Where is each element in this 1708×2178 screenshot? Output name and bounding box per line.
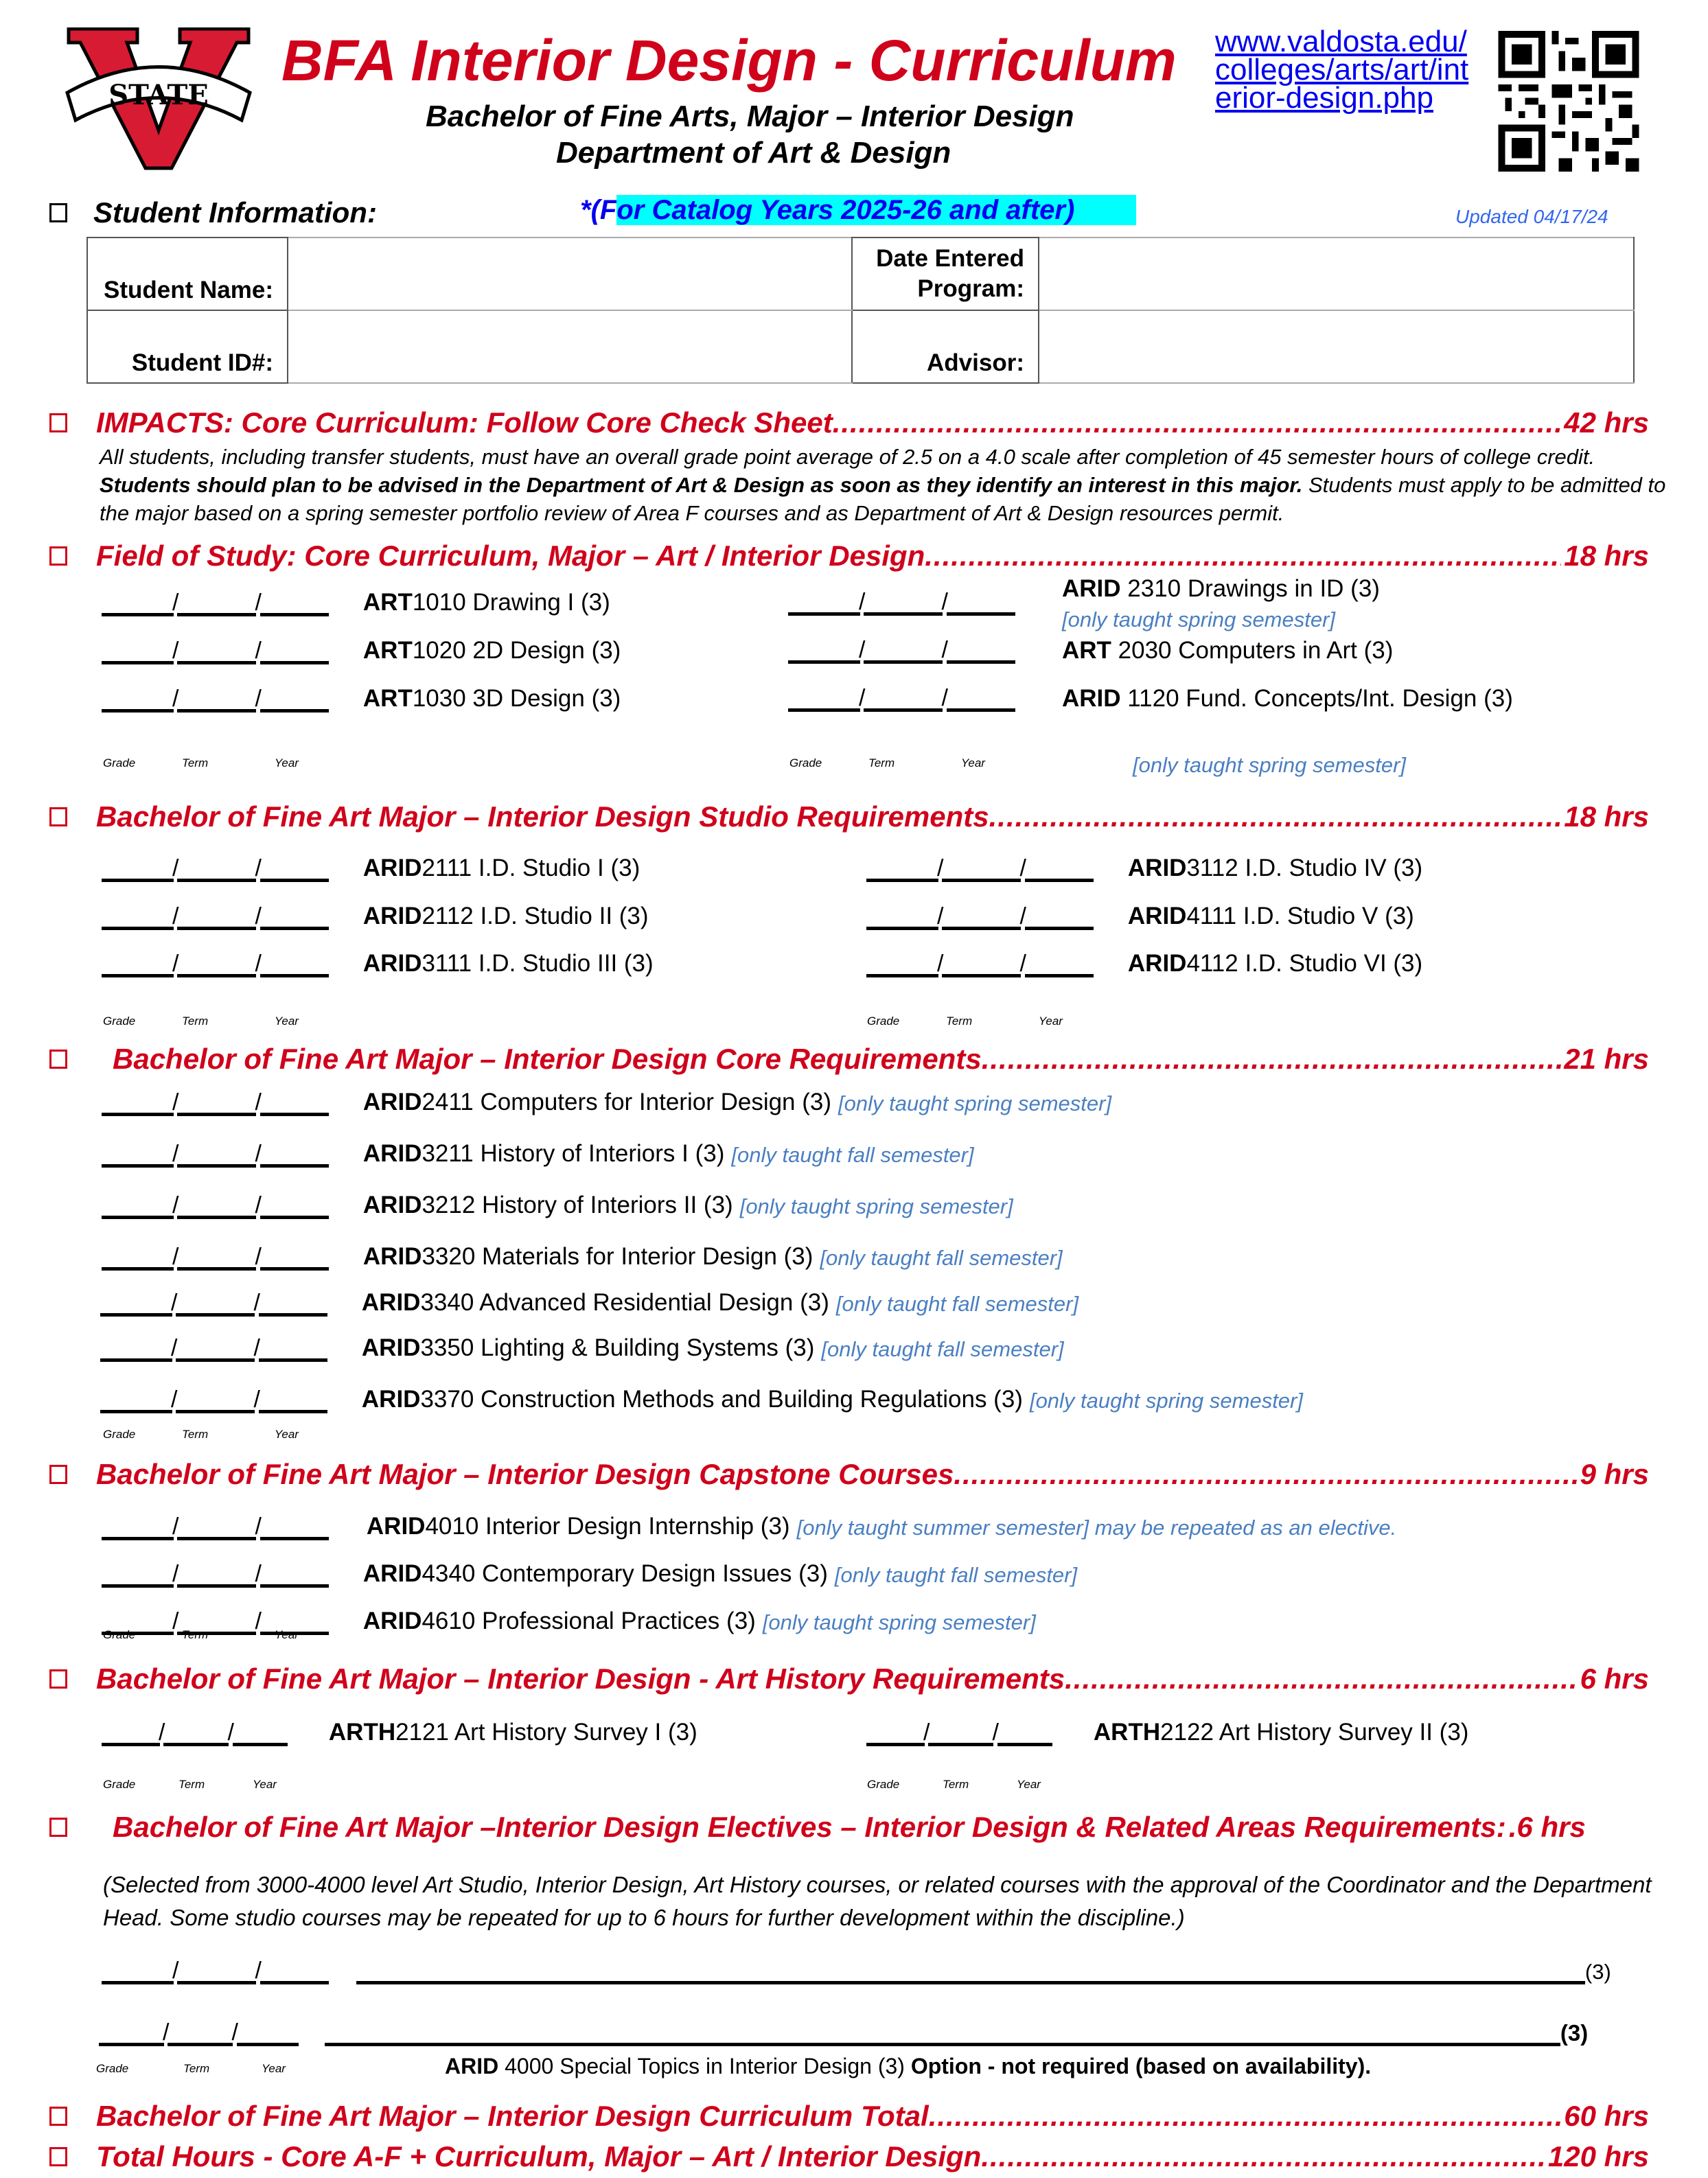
grade-term-year-blank[interactable]: / /: [102, 1089, 329, 1116]
section-studio-header: Bachelor of Fine Art Major – Interior Design Studio Requirements ..... 18 hrs: [49, 800, 1649, 833]
course-label: ART 2030 Computers in Art (3): [1062, 637, 1394, 664]
degree-subtitle: Bachelor of Fine Arts, Major – Interior Design: [426, 100, 1074, 133]
course-row: / / ART 1030 3D Design (3): [102, 685, 621, 713]
student-name-label: Student Name:: [87, 238, 288, 310]
qr-code-icon: [1497, 31, 1641, 172]
electives-checkbox[interactable]: [49, 1818, 67, 1837]
grade-term-year-blank[interactable]: / /: [99, 2019, 299, 2046]
section-electives-header: Bachelor of Fine Art Major –Interior Design Electives – Interior Design & Related Areas Requirements: .6 hrs: [49, 1811, 1649, 1844]
grade-term-year-legend: Grade Term Year: [103, 1428, 299, 1441]
course-row: / / ARID 3212 History of Interiors II (3) [only taught spring semester]: [102, 1192, 1013, 1219]
grade-term-year-blank[interactable]: / /: [102, 1141, 329, 1168]
grade-term-year-blank[interactable]: / /: [102, 1244, 329, 1271]
grade-term-year-legend: Grade Term Year: [96, 2062, 286, 2075]
course-row: / / ART 1010 Drawing I (3): [102, 589, 610, 616]
grade-term-year-blank[interactable]: / /: [788, 685, 1015, 712]
course-row: / / ARID 2411 Computers for Interior Design (3) [only taught spring semester]: [102, 1089, 1111, 1116]
electives-description: (Selected from 3000-4000 level Art Studio, Interior Design, Art History courses, or related courses with the approval of the Coordinator and the Department Head. Some studio courses may be repeated for up to 6 hours for further development within the discipline.): [103, 1872, 1652, 1930]
section-core-header: Bachelor of Fine Art Major – Interior Design Core Requirements ..... 21 hrs: [49, 1043, 1649, 1076]
grade-term-year-blank[interactable]: / /: [866, 855, 1094, 882]
grade-term-year-blank[interactable]: / /: [102, 638, 329, 664]
course-row: / / ARID 4610 Professional Practices (3) [only taught spring semester]: [102, 1608, 1036, 1635]
grade-term-year-blank[interactable]: / /: [100, 1387, 327, 1413]
course-row: / / ARID 4010 Interior Design Internship (3) [only taught summer semester] may be repeated as an elective.: [102, 1513, 1396, 1540]
vstate-logo: [62, 27, 255, 172]
course-row: / / ARID 4340 Contemporary Design Issues (3) [only taught fall semester]: [102, 1560, 1077, 1588]
catalog-year-note: *(For Catalog Years 2025-26 and after): [580, 195, 1136, 226]
svg-text:STATE: STATE: [108, 79, 209, 111]
student-name-field[interactable]: [288, 238, 852, 310]
course-row: / / ARID 3111 I.D. Studio III (3): [102, 950, 654, 977]
course-row: / / ARID 4111 I.D. Studio V (3): [866, 903, 1414, 930]
course-row: / / ARID 3340 Advanced Residential Design (3) [only taught fall semester]: [100, 1289, 1078, 1317]
grade-term-year-blank[interactable]: / /: [102, 855, 329, 882]
grade-term-year-blank[interactable]: / /: [102, 686, 329, 713]
impacts-description: All students, including transfer students, must have an overall grade point average of 2.5 on a 4.0 scale after completion of 45 semester hours of college credit. Students should plan to be advised in the Department of Art & Design as soon as they identify an interest in this major. Students must apply to be admitted to the major based on a spring semester portfolio review of Area F courses and as Department of Art & Design resources permit.: [100, 445, 1666, 525]
date-entered-field[interactable]: [1039, 238, 1634, 310]
grade-term-year-legend: Grade Term Year: [103, 1015, 299, 1028]
grade-term-year-blank[interactable]: / /: [102, 1719, 288, 1746]
grade-term-year-blank[interactable]: / /: [102, 1192, 329, 1219]
total-hours-row: Total Hours - Core A-F + Curriculum, Major – Art / Interior Design ..... 120 hrs: [49, 2140, 1649, 2173]
course-label: ARID 1120 Fund. Concepts/Int. Design (3): [1062, 685, 1513, 712]
grade-term-year-legend: Grade Term Year: [867, 1015, 1063, 1028]
section-capstone-header: Bachelor of Fine Art Major – Interior Design Capstone Courses ..... 9 hrs: [49, 1458, 1649, 1491]
grade-term-year-blank[interactable]: / /: [102, 1958, 329, 1984]
grade-term-year-blank[interactable]: / /: [866, 951, 1094, 977]
elective-course-field[interactable]: [325, 2022, 1560, 2046]
grade-term-year-blank[interactable]: / /: [866, 903, 1094, 930]
updated-date: Updated 04/17/24: [1455, 206, 1608, 227]
course-row: [788, 589, 1050, 616]
page-title: BFA Interior Design - Curriculum: [281, 28, 1177, 93]
student-info-checkbox[interactable]: [49, 203, 67, 222]
course-row: / / ARID 4112 I.D. Studio VI (3): [866, 950, 1422, 977]
student-id-field[interactable]: [288, 310, 852, 383]
course-row: [788, 685, 1050, 712]
field-of-study-checkbox[interactable]: [49, 546, 67, 566]
grade-term-year-blank[interactable]: / /: [100, 1290, 327, 1317]
grade-term-year-legend: Grade Term Year: [103, 756, 299, 769]
studio-checkbox[interactable]: [49, 807, 67, 826]
grade-term-year-blank[interactable]: / /: [102, 903, 329, 930]
program-website-link[interactable]: www.valdosta.edu/colleges/arts/art/interior-design.php: [1215, 25, 1469, 115]
student-info-table: [86, 237, 1635, 384]
elective-row: / / (3): [99, 2019, 1588, 2046]
course-row: / / ARID 3112 I.D. Studio IV (3): [866, 855, 1422, 882]
grade-term-year-blank[interactable]: / /: [102, 1514, 329, 1540]
grade-term-year-blank[interactable]: / /: [788, 589, 1015, 616]
department-name: Department of Art & Design: [556, 136, 951, 170]
grade-term-year-blank[interactable]: / /: [788, 637, 1015, 664]
advisor-field[interactable]: [1039, 310, 1634, 383]
grade-term-year-blank[interactable]: / /: [102, 951, 329, 977]
section-impacts-header: IMPACTS: Core Curriculum: Follow Core Check Sheet ..... 42 hrs: [49, 406, 1649, 439]
course-row: / / ARTH 2122 Art History Survey II (3): [866, 1719, 1468, 1746]
course-row: / / ARTH 2121 Art History Survey I (3): [102, 1719, 697, 1746]
course-row: [788, 637, 1050, 664]
grade-term-year-blank[interactable]: / /: [866, 1719, 1052, 1746]
advisor-label: Advisor:: [852, 310, 1039, 383]
grade-term-year-legend: Grade Term Year: [867, 1778, 1041, 1791]
grade-term-year-legend: Grade Term Year: [103, 1628, 299, 1641]
grade-term-year-legend: Grade Term Year: [789, 756, 985, 769]
student-id-label: Student ID#:: [87, 310, 288, 383]
grade-term-year-blank[interactable]: / /: [102, 590, 329, 616]
special-topics-note: ARID 4000 Special Topics in Interior Design (3) Option - not required (based on availability).: [445, 2054, 1372, 2078]
course-label: ARID 2310 Drawings in ID (3): [1062, 575, 1380, 602]
elective-course-field[interactable]: [356, 1960, 1585, 1984]
grade-term-year-legend: Grade Term Year: [103, 1778, 277, 1791]
course-row: / / ARID 3320 Materials for Interior Design (3) [only taught fall semester]: [102, 1243, 1063, 1271]
core-checkbox[interactable]: [49, 1050, 67, 1069]
semester-note: [only taught spring semester]: [1062, 607, 1336, 632]
course-row: / / ART 1020 2D Design (3): [102, 637, 621, 664]
date-entered-label: Date Entered Program:: [852, 238, 1039, 310]
course-row: / / ARID 3211 History of Interiors I (3) [only taught fall semester]: [102, 1140, 974, 1168]
grade-term-year-blank[interactable]: / /: [102, 1608, 329, 1635]
grade-term-year-blank[interactable]: / /: [100, 1335, 327, 1362]
section-field-of-study-header: Field of Study: Core Curriculum, Major – Art / Interior Design ..... 18 hrs: [49, 540, 1649, 572]
curriculum-total-row: Bachelor of Fine Art Major – Interior Design Curriculum Total ..... 60 hrs: [49, 2100, 1649, 2133]
student-info-heading: Student Information:: [49, 196, 377, 229]
course-row: / / ARID 3350 Lighting & Building Systems (3) [only taught fall semester]: [100, 1334, 1064, 1362]
section-art-history-header: Bachelor of Fine Art Major – Interior Design - Art History Requirements ..... 6 hrs: [49, 1663, 1649, 1695]
course-row: / / ARID 3370 Construction Methods and Building Regulations (3) [only taught spring semester]: [100, 1386, 1303, 1413]
curriculum-total-checkbox[interactable]: [49, 2107, 67, 2126]
course-row: / / ARID 2111 I.D. Studio I (3): [102, 855, 640, 882]
course-row: / / ARID 2112 I.D. Studio II (3): [102, 903, 649, 930]
elective-row: / / (3): [102, 1958, 1611, 1984]
art-history-checkbox[interactable]: [49, 1669, 67, 1689]
semester-note: [only taught spring semester]: [1133, 753, 1407, 777]
capstone-checkbox[interactable]: [49, 1465, 67, 1484]
impacts-checkbox[interactable]: [49, 413, 67, 432]
total-hours-checkbox[interactable]: [49, 2147, 67, 2166]
grade-term-year-blank[interactable]: / /: [102, 1561, 329, 1588]
